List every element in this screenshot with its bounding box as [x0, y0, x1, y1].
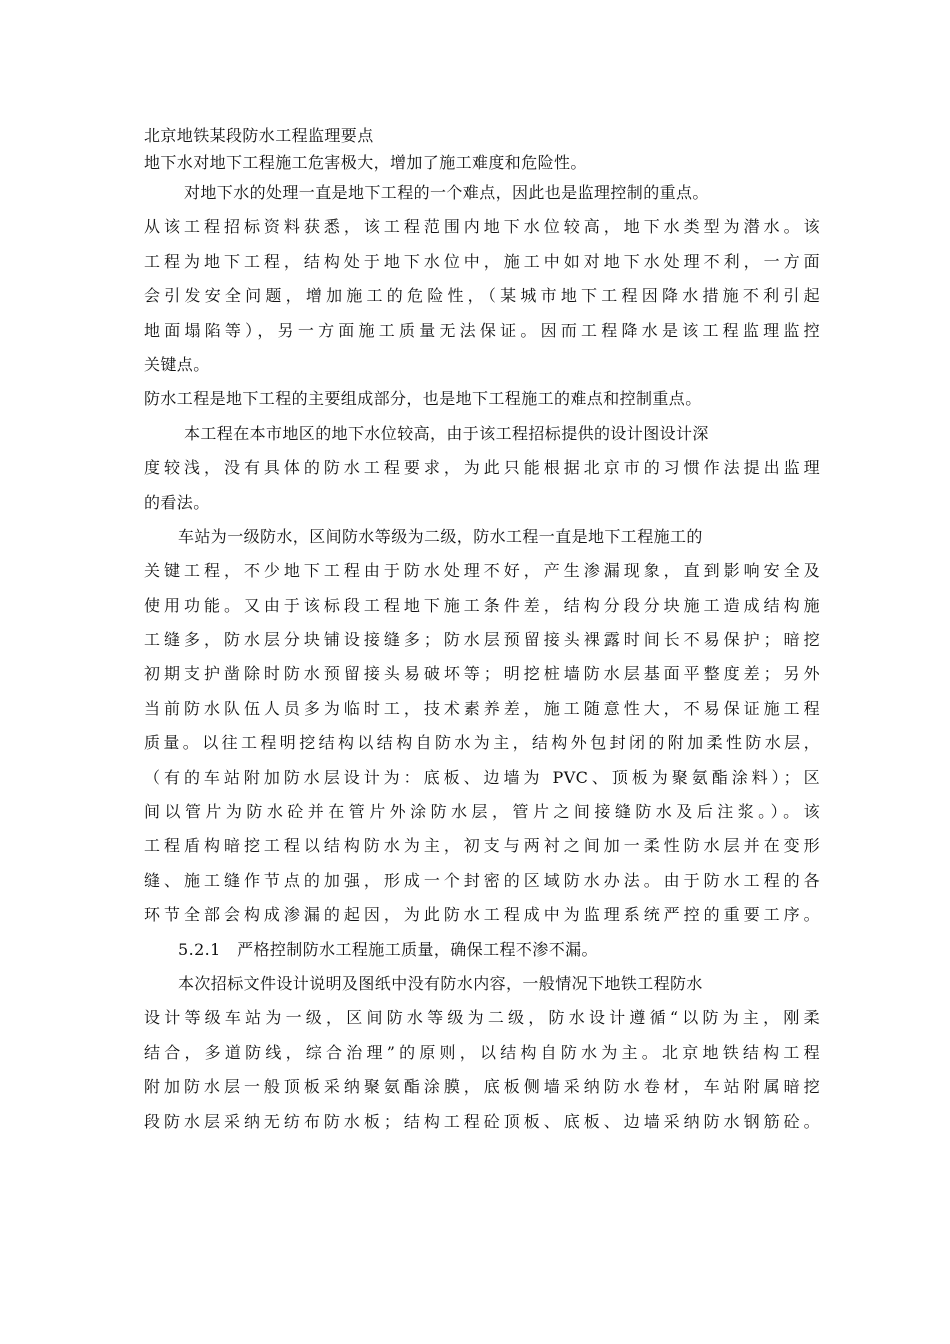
document-title: 北京地铁某段防水工程监理要点	[144, 126, 374, 145]
paragraph-line: 本次招标文件设计说明及图纸中没有防水内容，一般情况下地铁工程防水	[178, 973, 703, 993]
paragraph-line: 间以管片为防水砼并在管片外涂防水层，管片之间接缝防水及后注浆。）。该	[144, 802, 820, 822]
paragraph-line: 关键点。	[144, 354, 210, 374]
paragraph-line: 使用功能。又由于该标段工程地下施工条件差，结构分段分块施工造成结构施	[144, 595, 820, 615]
paragraph-line: 段防水层采纳无纺布防水板；结构工程砼顶板、底板、边墙采纳防水钢筋砼。	[144, 1111, 820, 1131]
paragraph-line: 车站为一级防水，区间防水等级为二级，防水工程一直是地下工程施工的	[178, 526, 703, 546]
paragraph-line: 度较浅，没有具体的防水工程要求，为此只能根据北京市的习惯作法提出监理	[144, 458, 820, 478]
paragraph-line: 从该工程招标资料获悉，该工程范围内地下水位较高，地下水类型为潜水。该	[144, 217, 820, 237]
paragraph-line: （有的车站附加防水层设计为：底板、边墙为 PVC、顶板为聚氨酯涂料）；区	[144, 767, 820, 787]
paragraph-line: 地面塌陷等），另一方面施工质量无法保证。因而工程降水是该工程监理监控	[144, 320, 820, 340]
paragraph-line: 当前防水队伍人员多为临时工，技术素养差，施工随意性大，不易保证施工程	[144, 698, 820, 718]
paragraph-line: 工程为地下工程，结构处于地下水位中，施工中如对地下水处理不利，一方面	[144, 251, 820, 271]
paragraph-line: 工程盾构暗挖工程以结构防水为主，初支与两衬之间加一柔性防水层并在变形	[144, 836, 820, 856]
paragraph-line: 质量。以往工程明挖结构以结构自防水为主，结构外包封闭的附加柔性防水层，	[144, 733, 820, 753]
paragraph-line: 地下水对地下工程施工危害极大，增加了施工难度和危险性。	[144, 153, 587, 172]
paragraph-line: 环节全部会构成渗漏的起因，为此防水工程成中为监理系统严控的重要工序。	[144, 905, 820, 925]
paragraph-line: 防水工程是地下工程的主要组成部分，也是地下工程施工的难点和控制重点。	[144, 389, 702, 409]
paragraph-line: 会引发安全问题，增加施工的危险性，（某城市地下工程因降水措施不利引起	[144, 286, 820, 306]
paragraph-line: 本工程在本市地区的地下水位较高，由于该工程招标提供的设计图设计深	[184, 423, 709, 443]
paragraph-line: 对地下水的处理一直是地下工程的一个难点，因此也是监理控制的重点。	[184, 183, 709, 202]
paragraph-line: 附加防水层一般顶板采纳聚氨酯涂膜，底板侧墙采纳防水卷材，车站附属暗挖	[144, 1077, 820, 1097]
section-heading: 5.2.1 严格控制防水工程施工质量，确保工程不渗不漏。	[178, 939, 598, 959]
paragraph-line: 设计等级车站为一级，区间防水等级为二级，防水设计遵循“以防为主，刚柔	[144, 1008, 820, 1028]
paragraph-line: 初期支护凿除时防水预留接头易破坏等；明挖桩墙防水层基面平整度差；另外	[144, 664, 820, 684]
paragraph-line: 工缝多，防水层分块铺设接缝多；防水层预留接头裸露时间长不易保护；暗挖	[144, 630, 820, 650]
document-body	[144, 122, 820, 1139]
paragraph-line: 关键工程，不少地下工程由于防水处理不好，产生渗漏现象，直到影响安全及	[144, 561, 820, 581]
paragraph-line: 的看法。	[144, 492, 210, 512]
paragraph-line: 结合，多道防线，综合治理”的原则，以结构自防水为主。北京地铁结构工程	[144, 1042, 820, 1062]
paragraph-line: 缝、施工缝作节点的加强，形成一个封密的区域防水办法。由于防水工程的各	[144, 870, 820, 890]
